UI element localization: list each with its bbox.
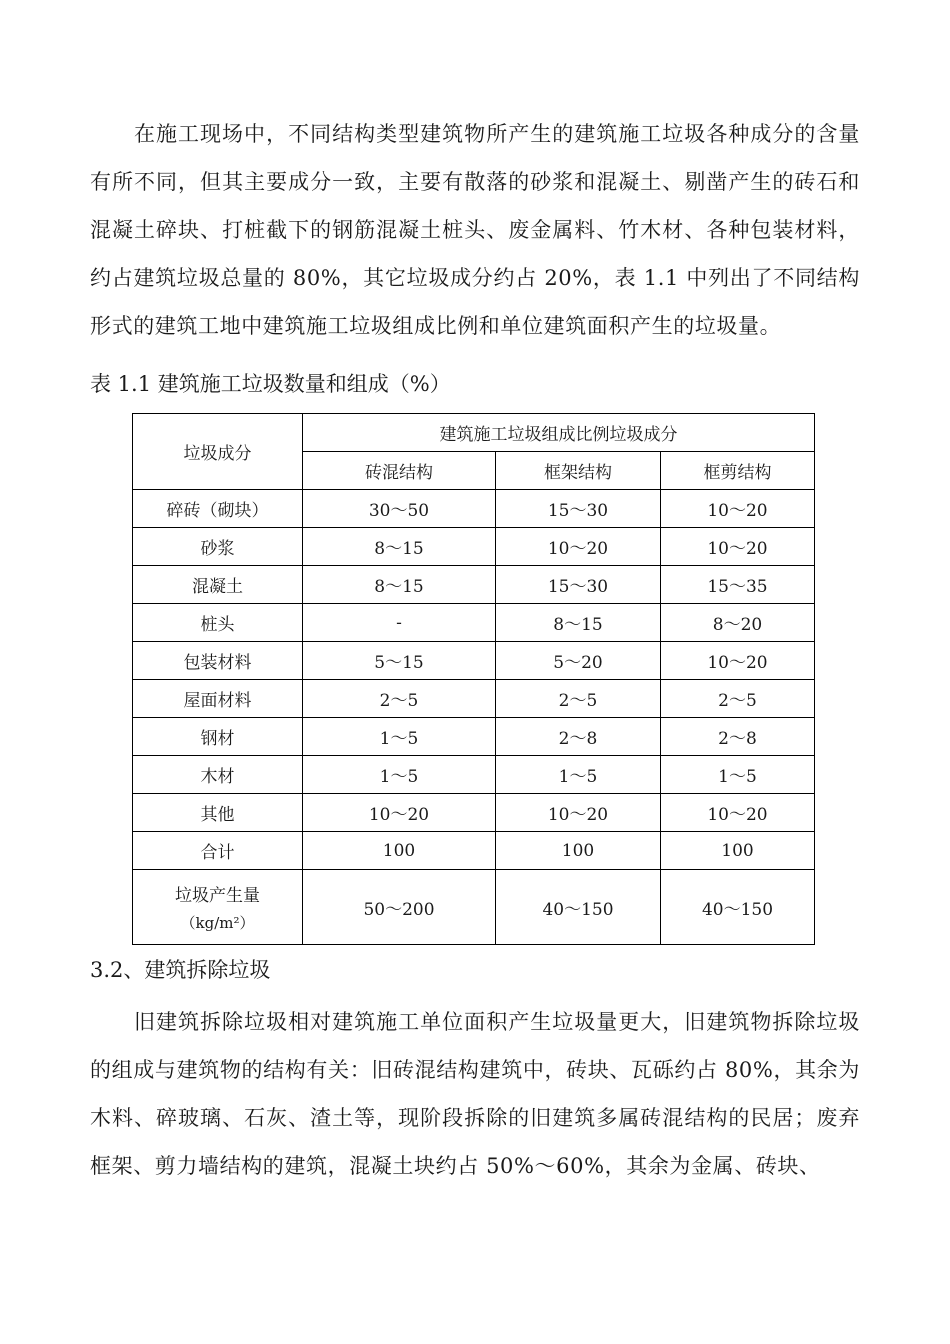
table-cell: 8～15 [303, 528, 496, 566]
table-cell: 50～200 [303, 870, 496, 945]
table-cell: 1～5 [303, 756, 496, 794]
table-cell: 40～150 [661, 870, 815, 945]
table-cell: 2～5 [496, 680, 661, 718]
table-body [133, 490, 815, 870]
row-label [133, 870, 303, 945]
table-cell: 100 [661, 832, 815, 870]
table-cell: 2～5 [303, 680, 496, 718]
table-row-generation [133, 870, 815, 945]
table-cell: 8～15 [303, 566, 496, 604]
table-cell: 1～5 [303, 718, 496, 756]
table-cell: 1～5 [661, 756, 815, 794]
row-label-unit: （kg/m²） [180, 914, 255, 932]
table-cell: 5～15 [303, 642, 496, 680]
table-cell: 15～30 [496, 490, 661, 528]
demolition-paragraph: 旧建筑拆除垃圾相对建筑施工单位面积产生垃圾量更大，旧建筑物拆除垃圾的组成与建筑物的结构有关：旧砖混结构建筑中，砖块、瓦砾约占 80%，其余为木料、碎玻璃、石灰、渣土等，现阶段拆除的旧建筑多属砖混结构的民居；废弃框架、剪力墙结构的建筑，混凝土块约占 50%～60%，其余为金属、砖块、 [90, 1010, 860, 1178]
table-cell: 10～20 [496, 528, 661, 566]
row-label: 碎砖（砌块） [133, 490, 303, 528]
row-label: 包装材料 [133, 642, 303, 680]
row-label: 桩头 [133, 604, 303, 642]
column-header-brick-concrete: 砖混结构 [303, 452, 496, 490]
table-cell: 8～20 [661, 604, 815, 642]
row-label: 砂浆 [133, 528, 303, 566]
table-cell: 2～8 [496, 718, 661, 756]
row-header-cell: 垃圾成分 [133, 414, 303, 490]
group-header-cell: 建筑施工垃圾组成比例垃圾成分 [303, 414, 815, 452]
table-cell: - [303, 604, 496, 642]
table-cell: 2～5 [661, 680, 815, 718]
table-cell: 100 [496, 832, 661, 870]
table-row [133, 642, 815, 680]
composition-table [132, 413, 815, 945]
table-cell: 2～8 [661, 718, 815, 756]
table-cell: 10～20 [496, 794, 661, 832]
table-row [133, 794, 815, 832]
row-label: 合计 [133, 832, 303, 870]
table-row [133, 680, 815, 718]
row-label: 木材 [133, 756, 303, 794]
row-label: 钢材 [133, 718, 303, 756]
table-row [133, 490, 815, 528]
table-cell: 15～30 [496, 566, 661, 604]
table-header-row [133, 414, 815, 452]
table-row [133, 566, 815, 604]
row-label: 屋面材料 [133, 680, 303, 718]
column-header-frame: 框架结构 [496, 452, 661, 490]
table-row [133, 756, 815, 794]
table-cell: 10～20 [661, 794, 815, 832]
table-cell: 10～20 [661, 528, 815, 566]
table-cell: 8～15 [496, 604, 661, 642]
table-cell: 10～20 [661, 490, 815, 528]
row-label: 混凝土 [133, 566, 303, 604]
table-cell: 30～50 [303, 490, 496, 528]
table-cell: 1～5 [496, 756, 661, 794]
column-header-frame-shear: 框剪结构 [661, 452, 815, 490]
table-caption: 表 1.1 建筑施工垃圾数量和组成（%） [90, 372, 451, 396]
section-heading: 3.2、建筑拆除垃圾 [90, 958, 271, 982]
table-cell: 5～20 [496, 642, 661, 680]
intro-paragraph: 在施工现场中，不同结构类型建筑物所产生的建筑施工垃圾各种成分的含量有所不同，但其主要成分一致，主要有散落的砂浆和混凝土、剔凿产生的砖石和混凝土碎块、打桩截下的钢筋混凝土桩头、废金属料、竹木材、各种包装材料，约占建筑垃圾总量的 80%，其它垃圾成分约占 20%，表 1.1 中列出了不同结构形式的建筑工地中建筑施工垃圾组成比例和单位建筑面积产生的垃圾量。 [90, 122, 860, 338]
table-row [133, 528, 815, 566]
table-row [133, 604, 815, 642]
table-cell: 100 [303, 832, 496, 870]
table-row [133, 718, 815, 756]
table-cell: 10～20 [303, 794, 496, 832]
table-cell: 10～20 [661, 642, 815, 680]
row-label: 其他 [133, 794, 303, 832]
row-label-text: 垃圾产生量 [175, 886, 260, 906]
table-row [133, 832, 815, 870]
table-cell: 40～150 [496, 870, 661, 945]
table-cell: 15～35 [661, 566, 815, 604]
